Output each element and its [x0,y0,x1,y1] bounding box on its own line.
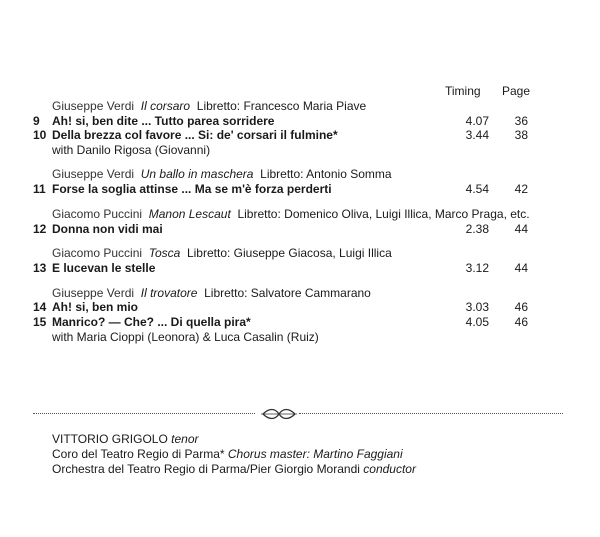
note-text: with Maria Cioppi (Leonora) & Luca Casalin (Ruiz) [52,330,319,344]
track-row [0,300,600,314]
track-number: 9 [33,114,40,128]
track-number: 11 [33,182,46,196]
composer-name: Giuseppe Verdi [52,286,135,300]
chorus-master-label: Chorus master: [227,447,310,461]
performer-note [0,330,600,344]
libretto-credit: Libretto: Francesco Maria Piave [196,99,367,113]
track-row [0,222,600,236]
libretto-credit: Libretto: Giuseppe Giacosa, Luigi Illica [186,246,392,260]
track-page: 44 [514,222,528,236]
track-number: 14 [33,300,47,314]
chorus-master-name: Martino Faggiani [313,447,403,461]
track-row [0,182,600,196]
track-page: 46 [514,315,528,329]
track-time: 4.54 [465,182,489,196]
track-page: 36 [514,114,528,128]
track-time: 3.44 [465,128,489,142]
composer-name: Giacomo Puccini [52,207,143,221]
track-page: 38 [514,128,528,142]
page-column-header: Page [502,84,531,98]
track-row [0,114,600,128]
track-time: 4.05 [465,315,489,329]
track-time: 4.07 [465,114,489,128]
track-row [0,128,600,142]
track-row [0,315,600,329]
performer-note [0,143,600,157]
chorus-name: Coro del Teatro Regio di Parma* [52,447,225,461]
composer-name: Giacomo Puccini [52,246,143,260]
track-title: Forse la soglia attinse ... Ma se m'è forza perderti [52,182,332,196]
fleuron-divider-icon [261,407,297,421]
track-time: 2.38 [465,222,489,236]
track-title: E lucevan le stelle [52,261,156,275]
track-title: Manrico? — Che? ... Di quella pira* [52,315,251,329]
track-page: 46 [514,300,528,314]
track-row [0,261,600,275]
track-page: 42 [514,182,528,196]
timing-column-header: Timing [445,84,481,98]
composer-name: Giuseppe Verdi [52,99,135,113]
track-number: 15 [33,315,47,329]
track-title: Ah! si, ben mio [52,300,139,314]
libretto-credit: Libretto: Domenico Oliva, Luigi Illica, Marco Praga, etc. [237,207,530,221]
section-heading [0,99,600,113]
libretto-credit: Libretto: Salvatore Cammarano [204,286,371,300]
track-title: Donna non vidi mai [52,222,163,236]
opera-title: Manon Lescaut [148,207,231,221]
performer-role: tenor [171,432,199,446]
track-time: 3.03 [465,300,489,314]
opera-title: Il corsaro [140,99,191,113]
opera-title: Tosca [148,246,181,260]
credit-orchestra [52,462,416,476]
performer-name: VITTORIO GRIGOLO [52,432,168,446]
track-title: Della brezza col favore ... Si: de' corsari il fulmine* [52,128,338,142]
track-number: 12 [33,222,47,236]
track-time: 3.12 [465,261,489,275]
track-title: Ah! si, ben dite ... Tutto parea sorridere [52,114,275,128]
section-divider [33,409,563,419]
section-heading [0,246,600,260]
libretto-credit: Libretto: Antonio Somma [260,167,392,181]
track-number: 10 [33,128,47,142]
track-page: 44 [514,261,528,275]
section-heading [0,207,600,221]
credit-performer [52,432,199,446]
track-number: 13 [33,261,47,275]
orchestra-name: Orchestra del Teatro Regio di Parma/Pier Giorgio Morandi [52,462,360,476]
credit-chorus [52,447,403,461]
section-heading [0,167,600,181]
conductor-role: conductor [363,462,416,476]
note-text: with Danilo Rigosa (Giovanni) [52,143,211,157]
opera-title: Il trovatore [140,286,198,300]
dotted-rule-right [299,413,563,414]
opera-title: Un ballo in maschera [140,167,254,181]
section-heading [0,286,600,300]
dotted-rule-left [33,413,255,414]
composer-name: Giuseppe Verdi [52,167,135,181]
